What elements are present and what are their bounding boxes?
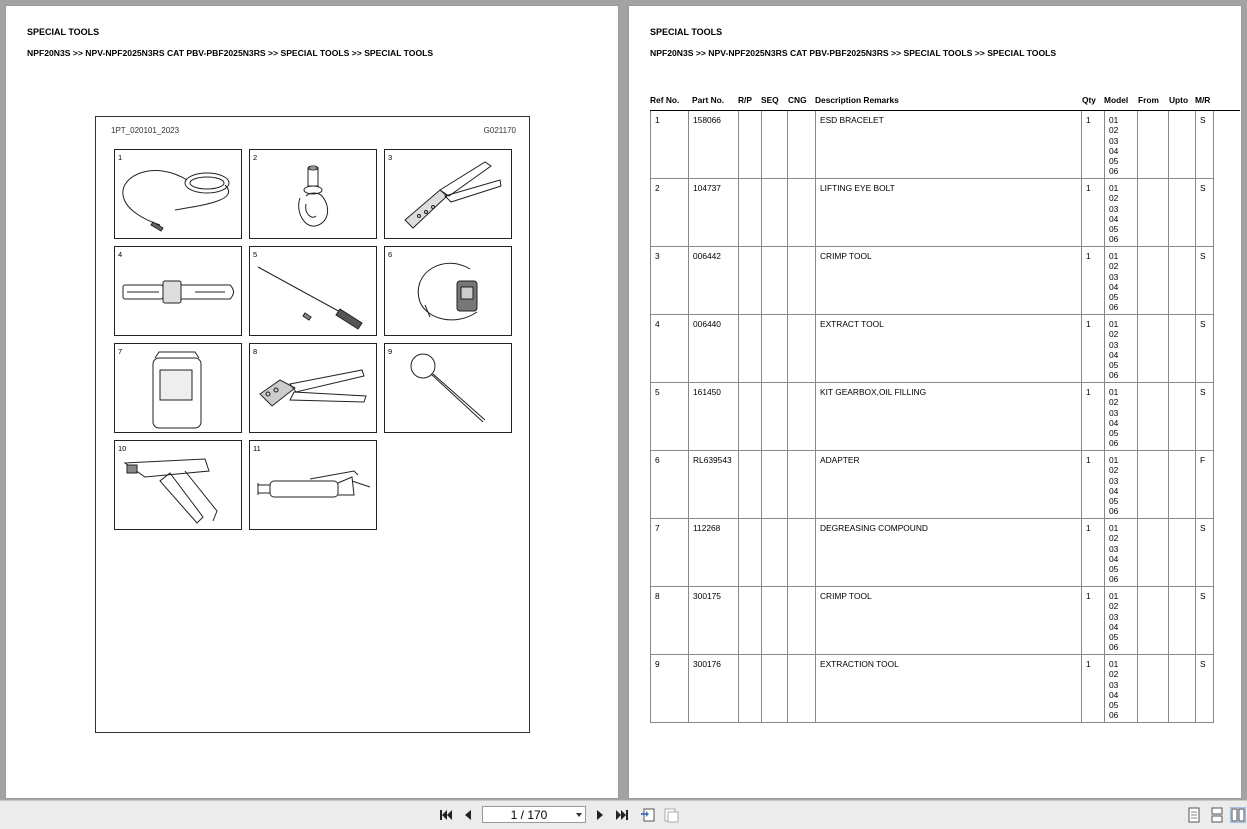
- breadcrumb: NPF20N3S >> NPV-NPF2025N3RS CAT PBV-PBF2025N3RS >> SPECIAL TOOLS >> SPECIAL TOOLS: [27, 48, 434, 58]
- model-code: 01: [1109, 115, 1119, 125]
- description-cell: EXTRACTION TOOL: [816, 655, 1082, 722]
- next-page-icon[interactable]: [592, 807, 608, 823]
- page-title: SPECIAL TOOLS: [650, 27, 723, 37]
- col-from: From: [1138, 95, 1159, 105]
- model-code: 05: [1109, 292, 1119, 303]
- mr-cell: F: [1196, 451, 1214, 518]
- qty-cell: 1: [1082, 179, 1105, 246]
- rp-cell: [739, 451, 762, 518]
- last-page-icon[interactable]: [614, 807, 630, 823]
- model-code: 06: [1109, 302, 1119, 313]
- seq-cell: [762, 519, 788, 586]
- illustration-item-11[interactable]: 11: [249, 440, 377, 530]
- illustration-frame: [95, 116, 530, 733]
- model-cell: [1105, 451, 1138, 518]
- model-code: 05: [1109, 496, 1119, 507]
- model-code: 05: [1109, 428, 1119, 439]
- upto-cell: [1169, 655, 1196, 722]
- mr-cell: S: [1196, 655, 1214, 722]
- col-desc: Description Remarks: [815, 95, 899, 105]
- table-row[interactable]: [651, 111, 1214, 179]
- model-code: 01: [1109, 387, 1119, 397]
- upto-cell: [1169, 451, 1196, 518]
- table-row[interactable]: [651, 383, 1214, 451]
- qty-cell: 1: [1082, 315, 1105, 382]
- part-number-cell: 006442: [689, 247, 739, 314]
- rp-cell: [739, 179, 762, 246]
- seq-cell: [762, 655, 788, 722]
- model-code: 01: [1109, 455, 1119, 465]
- model-code: 02: [1109, 533, 1119, 544]
- page-number-field[interactable]: [482, 806, 586, 823]
- part-number-cell: 104737: [689, 179, 739, 246]
- model-code: 04: [1109, 417, 1119, 428]
- table-row[interactable]: [651, 315, 1214, 383]
- qty-cell: 1: [1082, 111, 1105, 178]
- model-cell: [1105, 179, 1138, 246]
- model-cell: [1105, 519, 1138, 586]
- table-row[interactable]: [651, 247, 1214, 315]
- model-code: 03: [1109, 271, 1119, 282]
- part-number-cell: 161450: [689, 383, 739, 450]
- model-cell: [1105, 247, 1138, 314]
- col-cng: CNG: [788, 95, 807, 105]
- upto-cell: [1169, 519, 1196, 586]
- upto-cell: [1169, 315, 1196, 382]
- cng-cell: [788, 179, 816, 246]
- col-mr: M/R: [1195, 95, 1211, 105]
- rp-cell: [739, 587, 762, 654]
- model-code: 05: [1109, 700, 1119, 711]
- rp-cell: [739, 111, 762, 178]
- upto-cell: [1169, 111, 1196, 178]
- col-ref: Ref No.: [650, 95, 680, 105]
- extraction-tool-icon: [385, 344, 511, 432]
- qty-cell: 1: [1082, 383, 1105, 450]
- illustration-item-8[interactable]: 8: [249, 343, 377, 433]
- lifting-eye-bolt-icon: [250, 150, 376, 238]
- upto-cell: [1169, 247, 1196, 314]
- crimp-tool-icon: [385, 150, 511, 238]
- description-cell: ADAPTER: [816, 451, 1082, 518]
- ref-cell: 7: [651, 519, 689, 586]
- col-model: Model: [1104, 95, 1129, 105]
- upto-cell: [1169, 383, 1196, 450]
- adapter-icon: [385, 247, 511, 335]
- part-number-cell: 300175: [689, 587, 739, 654]
- model-code: 02: [1109, 601, 1119, 612]
- gearbox-oil-filling-kit-icon: [250, 247, 376, 335]
- tool-gun-icon: [115, 441, 241, 529]
- esd-bracelet-icon: [115, 150, 241, 238]
- model-cell: [1105, 383, 1138, 450]
- from-cell: [1138, 451, 1169, 518]
- seq-cell: [762, 179, 788, 246]
- illustration-item-10[interactable]: 10: [114, 440, 242, 530]
- cng-cell: [788, 655, 816, 722]
- description-cell: DEGREASING COMPOUND: [816, 519, 1082, 586]
- illustration-item-7[interactable]: 7: [114, 343, 242, 433]
- mr-cell: S: [1196, 179, 1214, 246]
- mr-cell: S: [1196, 315, 1214, 382]
- illustration-item-5[interactable]: 5: [249, 246, 377, 336]
- cng-cell: [788, 247, 816, 314]
- from-cell: [1138, 179, 1169, 246]
- facing-pages-view-icon[interactable]: [1230, 807, 1246, 823]
- degreasing-compound-icon: [115, 344, 241, 432]
- page-indicator: 1 / 170: [510, 808, 548, 822]
- cng-cell: [788, 587, 816, 654]
- model-code: 04: [1109, 349, 1119, 360]
- single-page-view-icon[interactable]: [1186, 807, 1202, 823]
- ref-cell: 8: [651, 587, 689, 654]
- model-code: 05: [1109, 564, 1119, 575]
- table-row[interactable]: [651, 655, 1214, 723]
- right-page: [629, 6, 1241, 798]
- model-code: 03: [1109, 543, 1119, 554]
- part-number-cell: 112268: [689, 519, 739, 586]
- ref-cell: 9: [651, 655, 689, 722]
- viewer-toolbar: [0, 800, 1247, 829]
- model-code: 06: [1109, 438, 1119, 449]
- mr-cell: S: [1196, 247, 1214, 314]
- illustration-item-2[interactable]: 2: [249, 149, 377, 239]
- col-upto: Upto: [1169, 95, 1189, 105]
- ref-cell: 6: [651, 451, 689, 518]
- prev-page-icon[interactable]: [460, 807, 476, 823]
- seq-cell: [762, 451, 788, 518]
- crimp-tool-icon: [250, 344, 376, 432]
- model-code: 02: [1109, 397, 1119, 408]
- model-code: 03: [1109, 203, 1119, 214]
- grease-gun-icon: [250, 441, 376, 529]
- part-number-cell: 300176: [689, 655, 739, 722]
- breadcrumb: NPF20N3S >> NPV-NPF2025N3RS CAT PBV-PBF2025N3RS >> SPECIAL TOOLS >> SPECIAL TOOLS: [650, 48, 1057, 58]
- model-code: 04: [1109, 621, 1119, 632]
- cng-cell: [788, 519, 816, 586]
- model-code: 02: [1109, 193, 1119, 204]
- model-code: 02: [1109, 125, 1119, 136]
- model-code: 03: [1109, 611, 1119, 622]
- cng-cell: [788, 111, 816, 178]
- page-title: SPECIAL TOOLS: [27, 27, 100, 37]
- table-body: [650, 111, 1214, 723]
- description-cell: EXTRACT TOOL: [816, 315, 1082, 382]
- model-code: 04: [1109, 145, 1119, 156]
- model-code: 04: [1109, 485, 1119, 496]
- mr-cell: S: [1196, 383, 1214, 450]
- model-code: 01: [1109, 591, 1119, 601]
- from-cell: [1138, 587, 1169, 654]
- ref-cell: 2: [651, 179, 689, 246]
- mr-cell: S: [1196, 587, 1214, 654]
- seq-cell: [762, 111, 788, 178]
- model-code: 01: [1109, 319, 1119, 329]
- qty-cell: 1: [1082, 247, 1105, 314]
- model-code: 03: [1109, 475, 1119, 486]
- seq-cell: [762, 315, 788, 382]
- model-code: 04: [1109, 213, 1119, 224]
- from-cell: [1138, 655, 1169, 722]
- from-cell: [1138, 383, 1169, 450]
- table-header: [650, 92, 1240, 111]
- model-cell: [1105, 111, 1138, 178]
- upto-cell: [1169, 587, 1196, 654]
- qty-cell: 1: [1082, 451, 1105, 518]
- description-cell: KIT GEARBOX,OIL FILLING: [816, 383, 1082, 450]
- model-code: 01: [1109, 659, 1119, 669]
- model-code: 02: [1109, 329, 1119, 340]
- from-cell: [1138, 247, 1169, 314]
- model-code: 02: [1109, 669, 1119, 680]
- illustration-item-6[interactable]: 6: [384, 246, 512, 336]
- ref-cell: 3: [651, 247, 689, 314]
- model-code: 04: [1109, 281, 1119, 292]
- qty-cell: 1: [1082, 587, 1105, 654]
- go-forward-icon[interactable]: [663, 807, 679, 823]
- mr-cell: S: [1196, 111, 1214, 178]
- rp-cell: [739, 247, 762, 314]
- model-cell: [1105, 587, 1138, 654]
- model-code: 06: [1109, 166, 1119, 177]
- model-code: 05: [1109, 632, 1119, 643]
- illustration-item-1[interactable]: 1: [114, 149, 242, 239]
- illustration-id: 1PT_020101_2023: [111, 126, 180, 135]
- model-code: 05: [1109, 360, 1119, 371]
- illustration-item-4[interactable]: 4: [114, 246, 242, 336]
- table-row[interactable]: [651, 451, 1214, 519]
- model-code: 03: [1109, 407, 1119, 418]
- model-code: 01: [1109, 523, 1119, 533]
- left-page: [6, 6, 618, 798]
- rp-cell: [739, 383, 762, 450]
- model-code: 03: [1109, 135, 1119, 146]
- col-part: Part No.: [692, 95, 725, 105]
- extract-tool-icon: [115, 247, 241, 335]
- part-number-cell: RL639543: [689, 451, 739, 518]
- qty-cell: 1: [1082, 519, 1105, 586]
- model-code: 06: [1109, 506, 1119, 517]
- rp-cell: [739, 315, 762, 382]
- from-cell: [1138, 315, 1169, 382]
- table-row[interactable]: [651, 587, 1214, 655]
- illustration-code: G021170: [483, 126, 516, 135]
- model-code: 04: [1109, 553, 1119, 564]
- model-code: 03: [1109, 679, 1119, 690]
- part-number-cell: 006440: [689, 315, 739, 382]
- model-code: 02: [1109, 465, 1119, 476]
- rp-cell: [739, 519, 762, 586]
- go-back-icon[interactable]: [640, 807, 656, 823]
- qty-cell: 1: [1082, 655, 1105, 722]
- description-cell: LIFTING EYE BOLT: [816, 179, 1082, 246]
- from-cell: [1138, 519, 1169, 586]
- model-code: 05: [1109, 156, 1119, 167]
- model-code: 06: [1109, 574, 1119, 585]
- col-rp: R/P: [738, 95, 752, 105]
- col-seq: SEQ: [761, 95, 779, 105]
- model-code: 06: [1109, 370, 1119, 381]
- part-number-cell: 158066: [689, 111, 739, 178]
- description-cell: CRIMP TOOL: [816, 247, 1082, 314]
- chevron-down-icon[interactable]: [576, 813, 582, 817]
- model-code: 01: [1109, 183, 1119, 193]
- table-row[interactable]: [651, 179, 1214, 247]
- seq-cell: [762, 247, 788, 314]
- model-cell: [1105, 315, 1138, 382]
- cng-cell: [788, 383, 816, 450]
- mr-cell: S: [1196, 519, 1214, 586]
- from-cell: [1138, 111, 1169, 178]
- first-page-icon[interactable]: [438, 807, 454, 823]
- model-cell: [1105, 655, 1138, 722]
- col-qty: Qty: [1082, 95, 1096, 105]
- model-code: 03: [1109, 339, 1119, 350]
- model-code: 05: [1109, 224, 1119, 235]
- description-cell: ESD BRACELET: [816, 111, 1082, 178]
- model-code: 06: [1109, 710, 1119, 721]
- model-code: 06: [1109, 642, 1119, 653]
- illustration-item-3[interactable]: 3: [384, 149, 512, 239]
- seq-cell: [762, 383, 788, 450]
- model-code: 06: [1109, 234, 1119, 245]
- seq-cell: [762, 587, 788, 654]
- model-code: 01: [1109, 251, 1119, 261]
- model-code: 02: [1109, 261, 1119, 272]
- upto-cell: [1169, 179, 1196, 246]
- model-code: 04: [1109, 689, 1119, 700]
- description-cell: CRIMP TOOL: [816, 587, 1082, 654]
- table-row[interactable]: [651, 519, 1214, 587]
- ref-cell: 5: [651, 383, 689, 450]
- cng-cell: [788, 451, 816, 518]
- ref-cell: 1: [651, 111, 689, 178]
- illustration-item-9[interactable]: 9: [384, 343, 512, 433]
- rp-cell: [739, 655, 762, 722]
- continuous-view-icon[interactable]: [1209, 807, 1225, 823]
- cng-cell: [788, 315, 816, 382]
- ref-cell: 4: [651, 315, 689, 382]
